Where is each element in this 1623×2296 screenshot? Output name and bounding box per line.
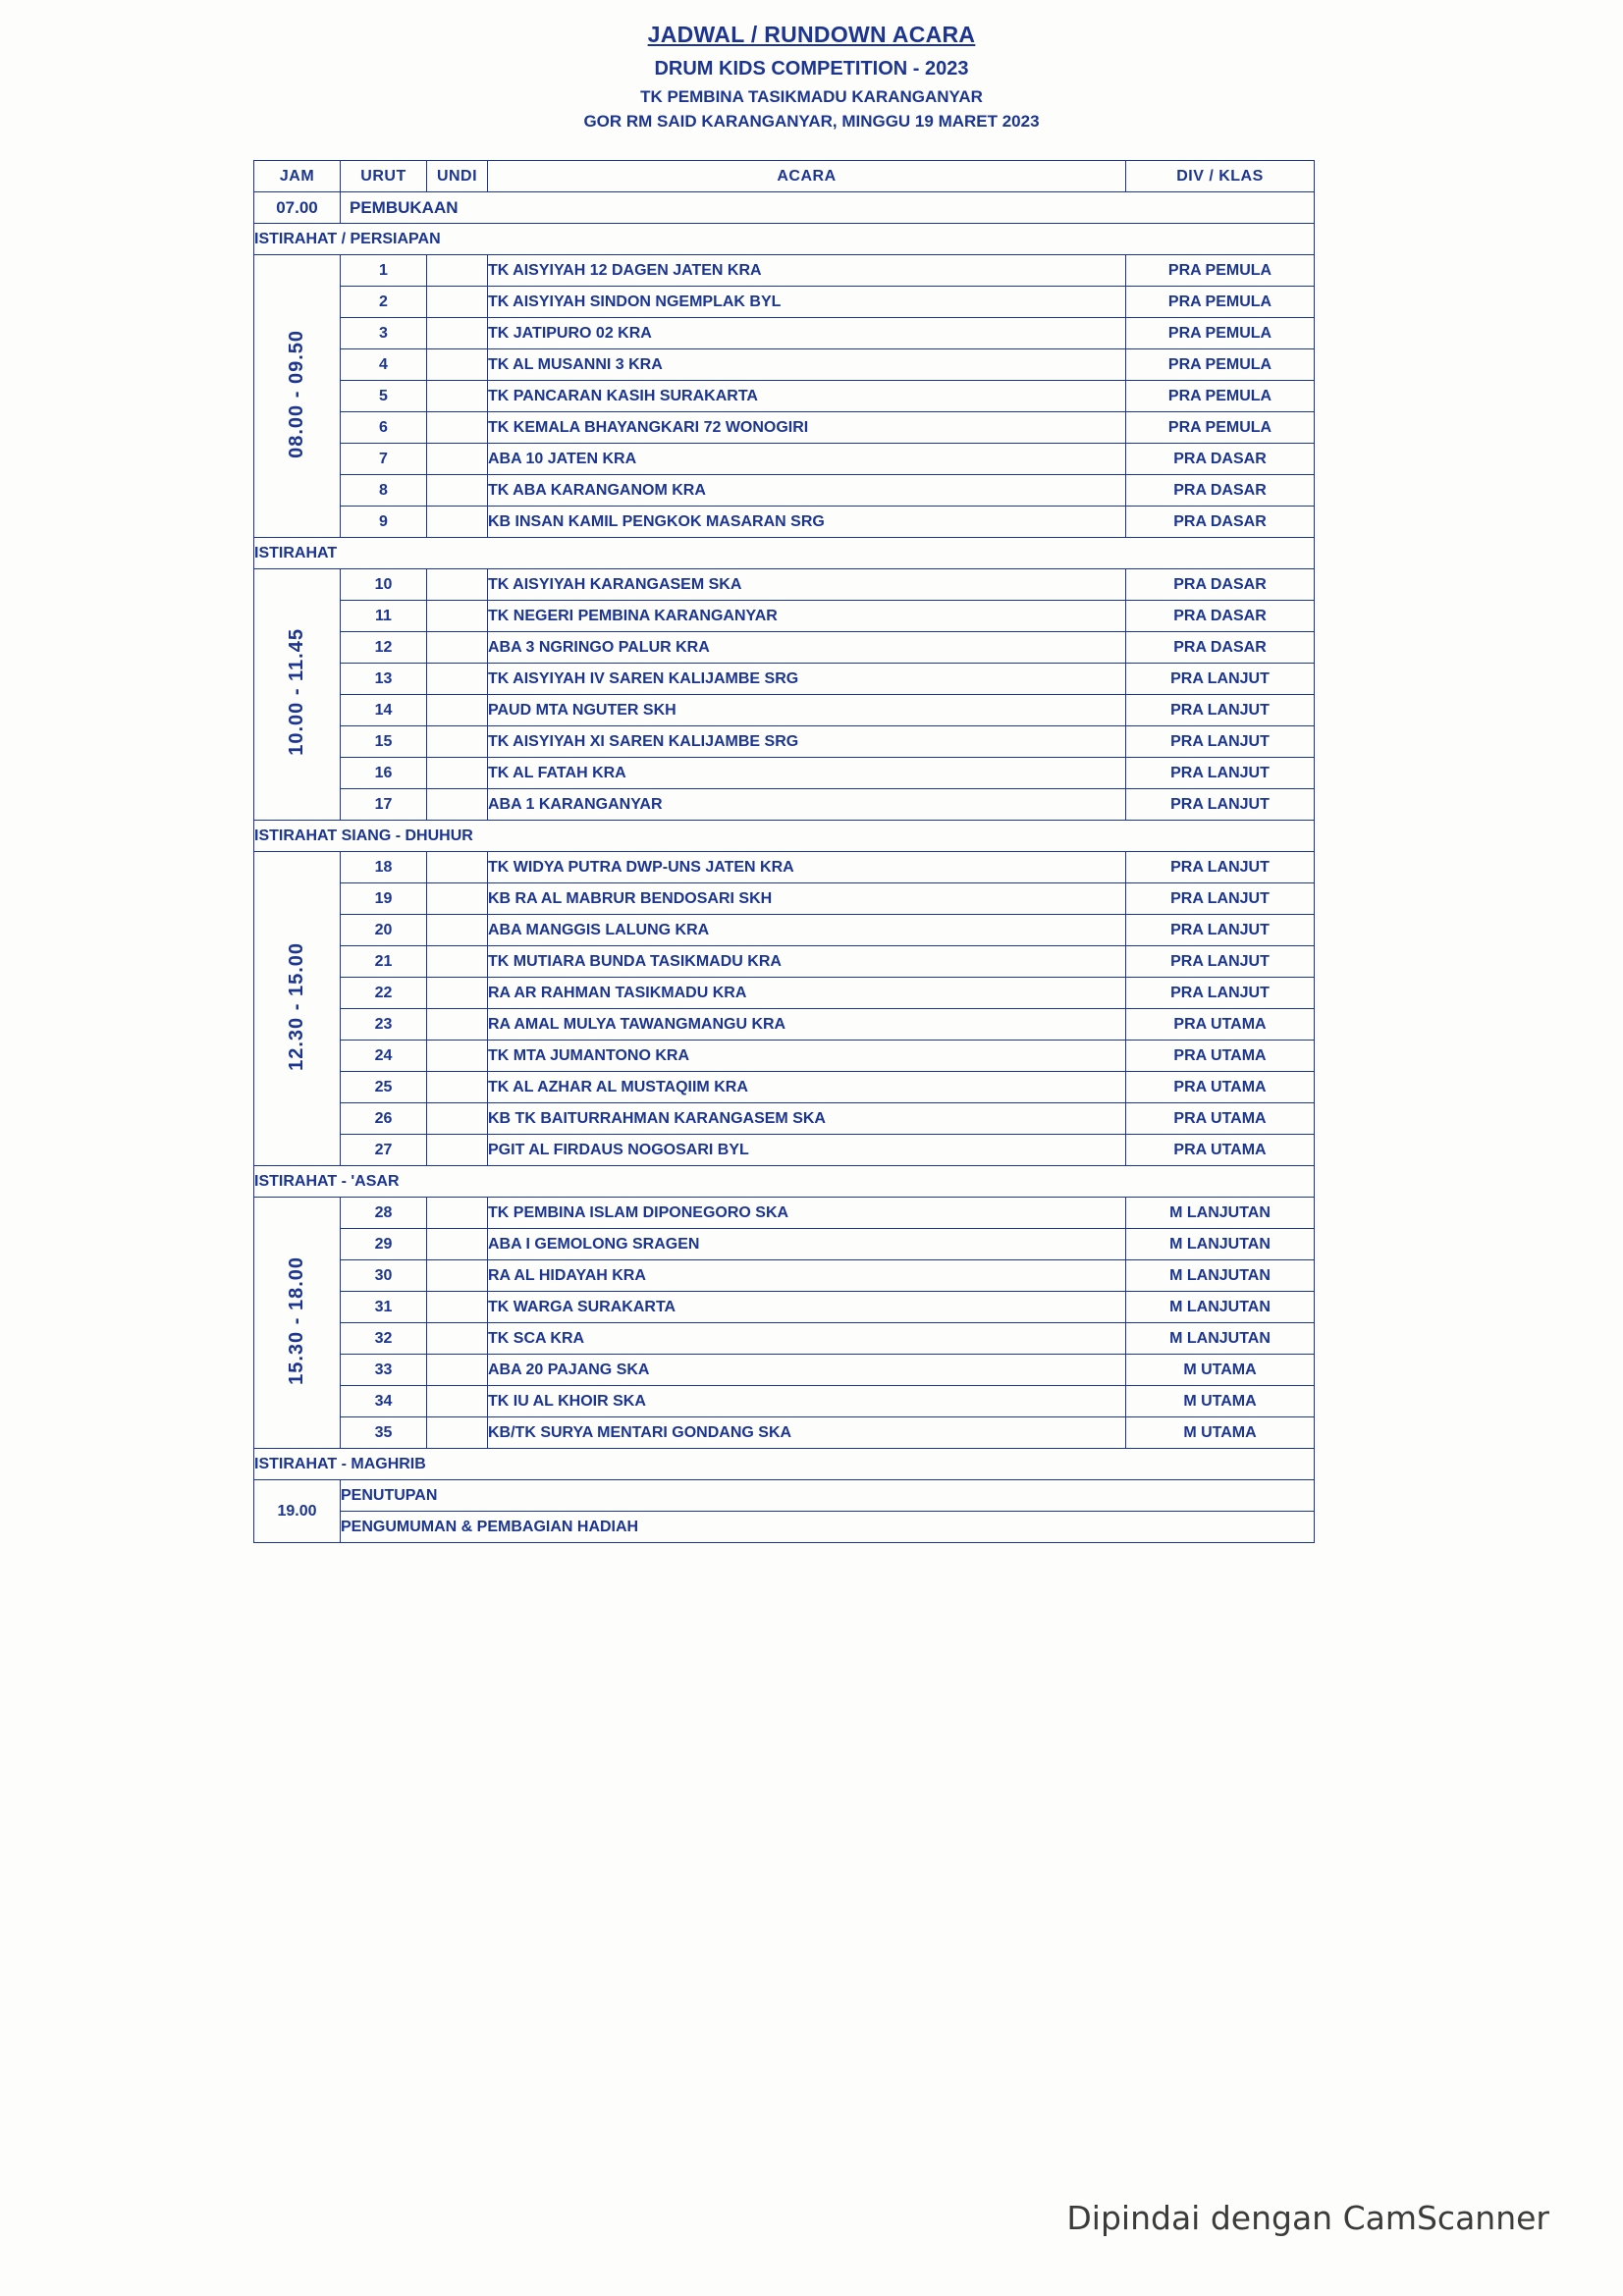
row-div: M UTAMA [1126, 1417, 1315, 1449]
row-number: 28 [341, 1198, 427, 1229]
row-undi [427, 632, 488, 664]
table-row [254, 349, 1315, 381]
row-number: 23 [341, 1009, 427, 1041]
break-row-4 [254, 1166, 1315, 1198]
row-number: 4 [341, 349, 427, 381]
row-acara: PAUD MTA NGUTER SKH [488, 695, 1126, 726]
table-row [254, 664, 1315, 695]
camscanner-watermark: Dipindai dengan CamScanner [1066, 2199, 1549, 2237]
row-acara: RA AMAL MULYA TAWANGMANGU KRA [488, 1009, 1126, 1041]
row-number: 20 [341, 915, 427, 946]
table-row [254, 255, 1315, 287]
column-header-acara: ACARA [488, 161, 1126, 192]
row-undi [427, 507, 488, 538]
row-div: PRA LANJUT [1126, 978, 1315, 1009]
table-row [254, 1009, 1315, 1041]
row-undi [427, 569, 488, 601]
row-div: PRA DASAR [1126, 507, 1315, 538]
row-div: M LANJUTAN [1126, 1323, 1315, 1355]
row-undi [427, 444, 488, 475]
row-number: 35 [341, 1417, 427, 1449]
table-row [254, 1355, 1315, 1386]
title-line-2: DRUM KIDS COMPETITION - 2023 [654, 58, 969, 80]
row-acara: TK WIDYA PUTRA DWP-UNS JATEN KRA [488, 852, 1126, 883]
table-row [254, 758, 1315, 789]
closing-label-1: PENUTUPAN [341, 1480, 1315, 1512]
row-div: PRA PEMULA [1126, 381, 1315, 412]
row-number: 30 [341, 1260, 427, 1292]
table-row [254, 412, 1315, 444]
row-acara: RA AL HIDAYAH KRA [488, 1260, 1126, 1292]
row-undi [427, 1072, 488, 1103]
row-number: 19 [341, 883, 427, 915]
row-acara: TK AISYIYAH SINDON NGEMPLAK BYL [488, 287, 1126, 318]
row-acara: TK AISYIYAH IV SAREN KALIJAMBE SRG [488, 664, 1126, 695]
row-undi [427, 1260, 488, 1292]
row-undi [427, 915, 488, 946]
row-div: PRA DASAR [1126, 632, 1315, 664]
row-acara: KB TK BAITURRAHMAN KARANGASEM SKA [488, 1103, 1126, 1135]
row-undi [427, 412, 488, 444]
row-number: 5 [341, 381, 427, 412]
table-row [254, 789, 1315, 821]
break-row-3 [254, 821, 1315, 852]
table-row [254, 507, 1315, 538]
table-row [254, 1072, 1315, 1103]
row-number: 12 [341, 632, 427, 664]
row-acara: ABA I GEMOLONG SRAGEN [488, 1229, 1126, 1260]
row-div: PRA DASAR [1126, 569, 1315, 601]
row-acara: KB INSAN KAMIL PENGKOK MASARAN SRG [488, 507, 1126, 538]
row-div: PRA LANJUT [1126, 852, 1315, 883]
table-row [254, 1292, 1315, 1323]
row-div: PRA DASAR [1126, 601, 1315, 632]
row-acara: ABA 3 NGRINGO PALUR KRA [488, 632, 1126, 664]
row-acara: ABA 20 PAJANG SKA [488, 1355, 1126, 1386]
table-row [254, 1386, 1315, 1417]
title-line-3: TK PEMBINA TASIKMADU KARANGANYAR [640, 87, 983, 106]
time-block-label: 10.00 - 11.45 [286, 628, 307, 756]
rundown-table [253, 160, 1315, 1543]
row-div: PRA LANJUT [1126, 726, 1315, 758]
row-div: PRA LANJUT [1126, 789, 1315, 821]
row-acara: TK KEMALA BHAYANGKARI 72 WONOGIRI [488, 412, 1126, 444]
table-row [254, 1323, 1315, 1355]
row-undi [427, 946, 488, 978]
column-header-jam: JAM [254, 161, 341, 192]
row-number: 10 [341, 569, 427, 601]
row-div: PRA LANJUT [1126, 915, 1315, 946]
row-div: PRA LANJUT [1126, 664, 1315, 695]
column-header-div: DIV / KLAS [1126, 161, 1315, 192]
row-acara: TK ABA KARANGANOM KRA [488, 475, 1126, 507]
row-div: M LANJUTAN [1126, 1260, 1315, 1292]
rundown-table-wrapper [253, 160, 1314, 1543]
row-undi [427, 349, 488, 381]
table-row [254, 1198, 1315, 1229]
row-div: PRA LANJUT [1126, 695, 1315, 726]
closing-time: 19.00 [254, 1480, 341, 1543]
row-acara: KB/TK SURYA MENTARI GONDANG SKA [488, 1417, 1126, 1449]
table-row [254, 852, 1315, 883]
row-undi [427, 852, 488, 883]
row-div: PRA UTAMA [1126, 1135, 1315, 1166]
table-row [254, 915, 1315, 946]
row-div: PRA PEMULA [1126, 349, 1315, 381]
row-number: 24 [341, 1041, 427, 1072]
row-undi [427, 1135, 488, 1166]
row-div: PRA UTAMA [1126, 1041, 1315, 1072]
time-block-3 [254, 852, 341, 1166]
table-row [254, 978, 1315, 1009]
break-row-3-label: ISTIRAHAT SIANG - DHUHUR [254, 821, 1315, 852]
opening-row [254, 192, 1315, 224]
table-row [254, 1260, 1315, 1292]
table-row [254, 1417, 1315, 1449]
row-number: 21 [341, 946, 427, 978]
title-line-1: JADWAL / RUNDOWN ACARA [647, 22, 976, 47]
row-div: PRA DASAR [1126, 475, 1315, 507]
closing-label-2: PENGUMUMAN & PEMBAGIAN HADIAH [341, 1512, 1315, 1543]
row-number: 25 [341, 1072, 427, 1103]
row-undi [427, 1198, 488, 1229]
row-number: 31 [341, 1292, 427, 1323]
row-number: 8 [341, 475, 427, 507]
closing-row-1 [254, 1480, 1315, 1512]
row-undi [427, 1292, 488, 1323]
table-row [254, 726, 1315, 758]
table-row [254, 1229, 1315, 1260]
row-acara: TK JATIPURO 02 KRA [488, 318, 1126, 349]
row-undi [427, 1229, 488, 1260]
row-div: PRA UTAMA [1126, 1009, 1315, 1041]
row-undi [427, 287, 488, 318]
break-row-2-label: ISTIRAHAT [254, 538, 1315, 569]
table-row [254, 1103, 1315, 1135]
row-undi [427, 318, 488, 349]
table-row [254, 695, 1315, 726]
row-acara: ABA 1 KARANGANYAR [488, 789, 1126, 821]
row-number: 27 [341, 1135, 427, 1166]
row-number: 13 [341, 664, 427, 695]
row-div: PRA PEMULA [1126, 255, 1315, 287]
row-undi [427, 475, 488, 507]
row-acara: KB RA AL MABRUR BENDOSARI SKH [488, 883, 1126, 915]
row-div: PRA UTAMA [1126, 1103, 1315, 1135]
row-number: 34 [341, 1386, 427, 1417]
row-undi [427, 758, 488, 789]
break-row-1 [254, 224, 1315, 255]
row-undi [427, 726, 488, 758]
time-block-1 [254, 255, 341, 538]
row-undi [427, 883, 488, 915]
row-div: M LANJUTAN [1126, 1292, 1315, 1323]
row-div: PRA LANJUT [1126, 946, 1315, 978]
row-undi [427, 978, 488, 1009]
break-row-5-label: ISTIRAHAT - MAGHRIB [254, 1449, 1315, 1480]
table-row [254, 1135, 1315, 1166]
row-acara: PGIT AL FIRDAUS NOGOSARI BYL [488, 1135, 1126, 1166]
table-row [254, 318, 1315, 349]
table-row [254, 475, 1315, 507]
row-acara: TK WARGA SURAKARTA [488, 1292, 1126, 1323]
row-number: 26 [341, 1103, 427, 1135]
time-block-label: 12.30 - 15.00 [286, 941, 307, 1071]
row-acara: TK AISYIYAH KARANGASEM SKA [488, 569, 1126, 601]
break-row-5 [254, 1449, 1315, 1480]
row-undi [427, 664, 488, 695]
row-acara: TK IU AL KHOIR SKA [488, 1386, 1126, 1417]
row-number: 3 [341, 318, 427, 349]
row-div: M LANJUTAN [1126, 1229, 1315, 1260]
row-acara: TK AL MUSANNI 3 KRA [488, 349, 1126, 381]
table-row [254, 444, 1315, 475]
row-undi [427, 1417, 488, 1449]
row-undi [427, 789, 488, 821]
time-block-label: 08.00 - 09.50 [286, 329, 307, 458]
closing-row-2 [254, 1512, 1315, 1543]
row-div: M UTAMA [1126, 1386, 1315, 1417]
opening-time: 07.00 [254, 192, 341, 224]
row-div: M UTAMA [1126, 1355, 1315, 1386]
table-row [254, 569, 1315, 601]
row-div: PRA UTAMA [1126, 1072, 1315, 1103]
row-undi [427, 255, 488, 287]
row-number: 15 [341, 726, 427, 758]
table-row [254, 381, 1315, 412]
table-header-row [254, 161, 1315, 192]
row-undi [427, 695, 488, 726]
time-block-2 [254, 569, 341, 821]
row-div: PRA PEMULA [1126, 412, 1315, 444]
row-div: PRA PEMULA [1126, 287, 1315, 318]
row-acara: TK AL AZHAR AL MUSTAQIIM KRA [488, 1072, 1126, 1103]
row-acara: TK AISYIYAH XI SAREN KALIJAMBE SRG [488, 726, 1126, 758]
row-acara: TK SCA KRA [488, 1323, 1126, 1355]
break-row-1-label: ISTIRAHAT / PERSIAPAN [254, 224, 1315, 255]
row-number: 18 [341, 852, 427, 883]
row-div: PRA PEMULA [1126, 318, 1315, 349]
row-undi [427, 1009, 488, 1041]
table-row [254, 883, 1315, 915]
row-acara: TK NEGERI PEMBINA KARANGANYAR [488, 601, 1126, 632]
table-row [254, 601, 1315, 632]
row-undi [427, 601, 488, 632]
row-number: 2 [341, 287, 427, 318]
row-undi [427, 1041, 488, 1072]
row-undi [427, 1103, 488, 1135]
document-header [0, 0, 1623, 132]
row-number: 6 [341, 412, 427, 444]
row-undi [427, 1323, 488, 1355]
row-acara: TK PANCARAN KASIH SURAKARTA [488, 381, 1126, 412]
row-div: PRA DASAR [1126, 444, 1315, 475]
title-line-4: GOR RM SAID KARANGANYAR, MINGGU 19 MARET 2023 [583, 112, 1040, 131]
row-div: PRA LANJUT [1126, 883, 1315, 915]
row-number: 11 [341, 601, 427, 632]
row-acara: TK AL FATAH KRA [488, 758, 1126, 789]
table-row [254, 632, 1315, 664]
row-number: 1 [341, 255, 427, 287]
row-number: 32 [341, 1323, 427, 1355]
row-number: 7 [341, 444, 427, 475]
row-undi [427, 1386, 488, 1417]
table-row [254, 287, 1315, 318]
row-div: PRA LANJUT [1126, 758, 1315, 789]
row-number: 22 [341, 978, 427, 1009]
column-header-undi: UNDI [427, 161, 488, 192]
break-row-2 [254, 538, 1315, 569]
row-number: 17 [341, 789, 427, 821]
row-acara: TK PEMBINA ISLAM DIPONEGORO SKA [488, 1198, 1126, 1229]
row-acara: TK MTA JUMANTONO KRA [488, 1041, 1126, 1072]
row-number: 29 [341, 1229, 427, 1260]
row-acara: RA AR RAHMAN TASIKMADU KRA [488, 978, 1126, 1009]
row-acara: TK MUTIARA BUNDA TASIKMADU KRA [488, 946, 1126, 978]
table-row [254, 1041, 1315, 1072]
column-header-urut: URUT [341, 161, 427, 192]
row-undi [427, 381, 488, 412]
time-block-4 [254, 1198, 341, 1449]
row-number: 16 [341, 758, 427, 789]
row-number: 14 [341, 695, 427, 726]
row-number: 33 [341, 1355, 427, 1386]
row-number: 9 [341, 507, 427, 538]
row-acara: ABA MANGGIS LALUNG KRA [488, 915, 1126, 946]
row-undi [427, 1355, 488, 1386]
table-row [254, 946, 1315, 978]
row-acara: ABA 10 JATEN KRA [488, 444, 1126, 475]
row-acara: TK AISYIYAH 12 DAGEN JATEN KRA [488, 255, 1126, 287]
row-div: M LANJUTAN [1126, 1198, 1315, 1229]
opening-label: PEMBUKAAN [341, 192, 1315, 224]
break-row-4-label: ISTIRAHAT - 'ASAR [254, 1166, 1315, 1198]
time-block-label: 15.30 - 18.00 [286, 1255, 307, 1385]
